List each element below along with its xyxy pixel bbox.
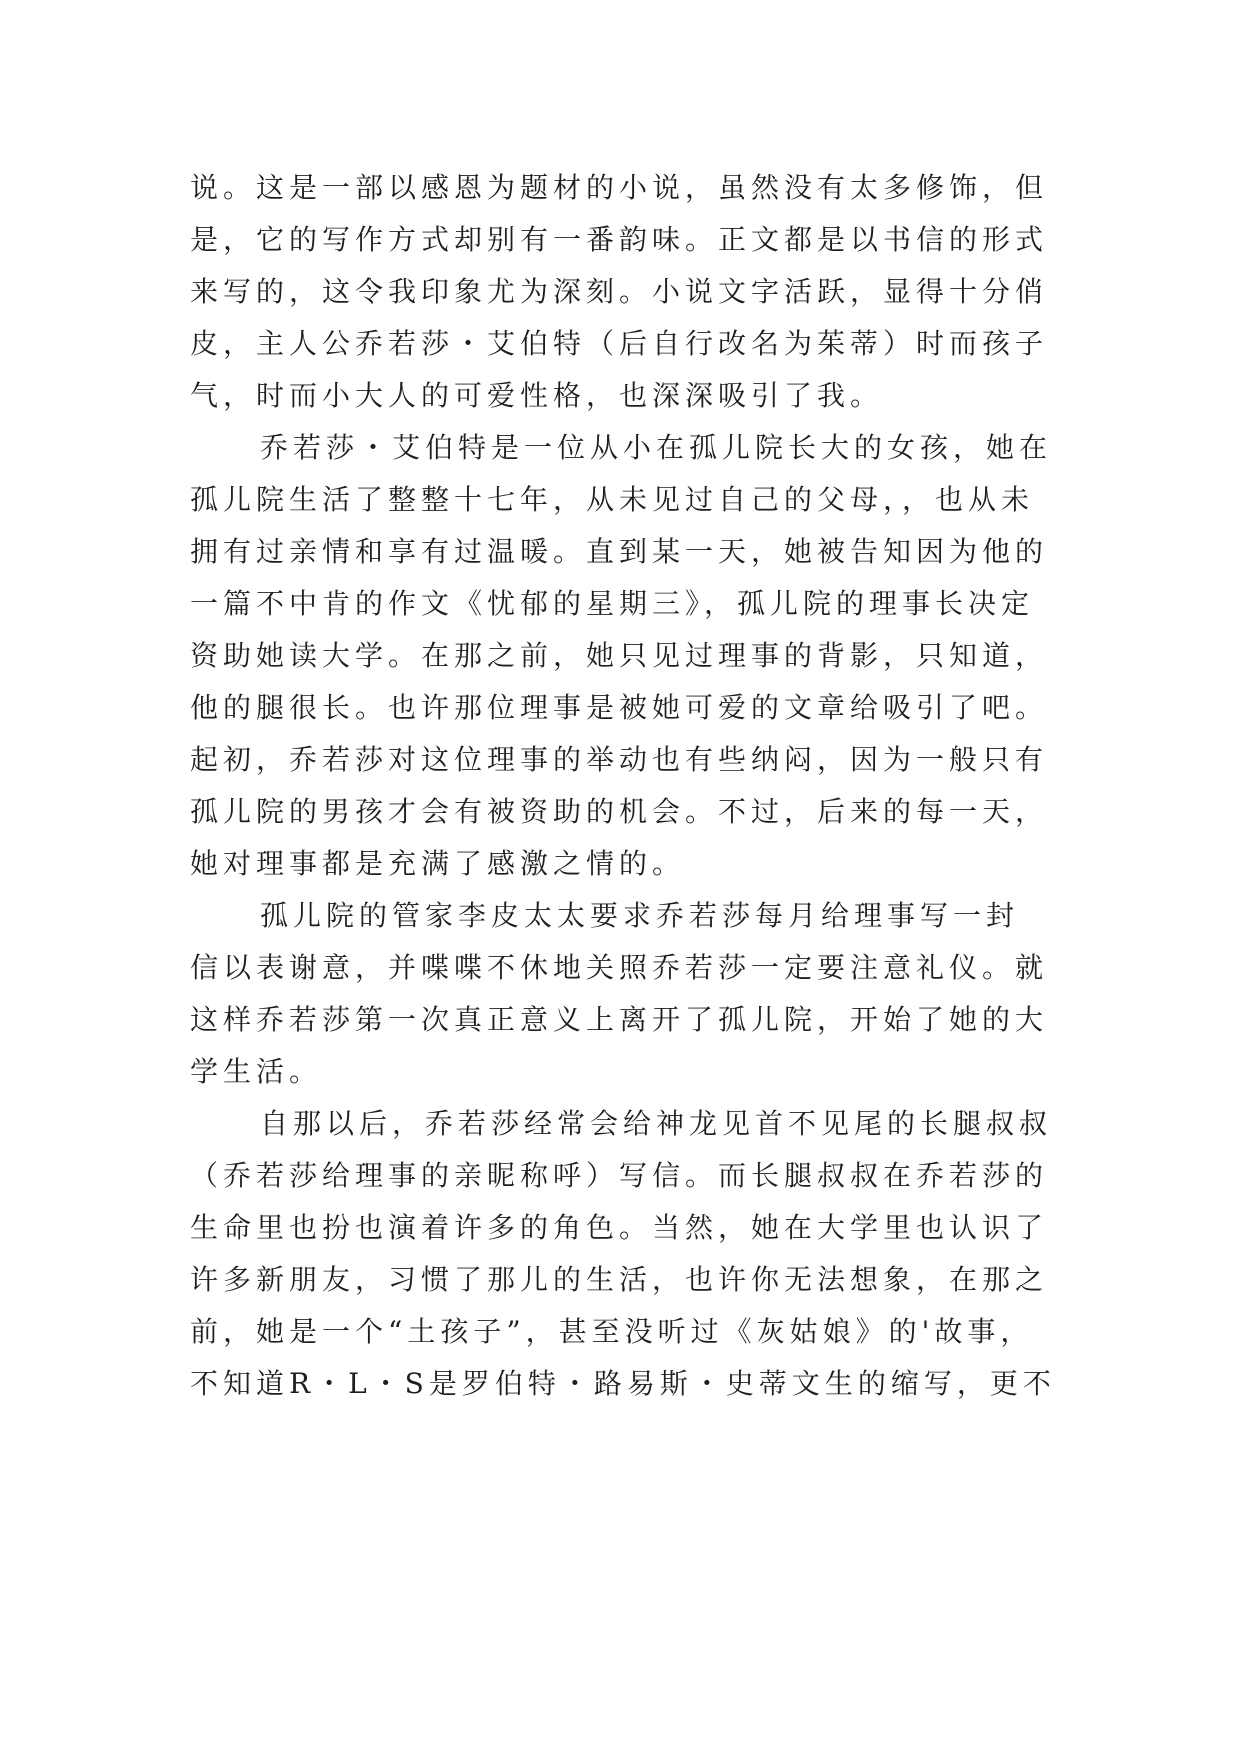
text-line: 信以表谢意，并喋喋不休地关照乔若莎一定要注意礼仪。就 xyxy=(190,951,1049,984)
text-line: 生命里也扮也演着许多的角色。当然，她在大学里也认识了 xyxy=(190,1211,1049,1244)
text-line: 孤儿院的男孩才会有被资助的机会。不过，后来的每一天， xyxy=(190,795,1049,828)
text-line: 她对理事都是充满了感激之情的。 xyxy=(190,847,686,880)
text-line: 这样乔若莎第一次真正意义上离开了孤儿院，开始了她的大 xyxy=(190,1003,1049,1036)
text-line: 孤儿院生活了整整十七年，从未见过自己的父母，，也从未 xyxy=(190,483,1035,516)
text-line: 起初，乔若莎对这位理事的举动也有些纳闷，因为一般只有 xyxy=(190,743,1049,776)
text-line: 不知道R・L・S是罗伯特・路易斯・史蒂文生的缩写，更不 xyxy=(190,1367,1056,1400)
text-line: 前，她是一个“土孩子”，甚至没听过《灰姑娘》的'故事， xyxy=(190,1315,1034,1348)
text-line: 学生活。 xyxy=(190,1055,323,1088)
paragraph-first-line: 乔若莎・艾伯特是一位从小在孤儿院长大的女孩，她在 xyxy=(260,431,1053,464)
text-line: 来写的，这令我印象尤为深刻。小说文字活跃，显得十分俏 xyxy=(190,275,1049,308)
text-line: 许多新朋友，习惯了那儿的生活，也许你无法想象，在那之 xyxy=(190,1263,1049,1296)
paragraph-first-line: 自那以后，乔若莎经常会给神龙见首不见尾的长腿叔叔 xyxy=(260,1107,1053,1140)
paragraph-first-line: 孤儿院的管家李皮太太要求乔若莎每月给理事写一封 xyxy=(260,899,1020,932)
text-line: 资助她读大学。在那之前，她只见过理事的背影，只知道， xyxy=(190,639,1049,672)
text-line: 皮，主人公乔若莎・艾伯特（后自行改名为茱蒂）时而孩子 xyxy=(190,327,1049,360)
text-line: （乔若莎给理事的亲昵称呼）写信。而长腿叔叔在乔若莎的 xyxy=(190,1159,1049,1192)
text-line: 说。这是一部以感恩为题材的小说，虽然没有太多修饰，但 xyxy=(190,171,1049,204)
text-line: 一篇不中肯的作文《忧郁的星期三》，孤儿院的理事长决定 xyxy=(190,587,1035,620)
body-text xyxy=(190,162,1070,1410)
text-line: 是，它的写作方式却别有一番韵味。正文都是以书信的形式 xyxy=(190,223,1049,256)
text-line: 气，时而小大人的可爱性格，也深深吸引了我。 xyxy=(190,379,884,412)
text-line: 他的腿很长。也许那位理事是被她可爱的文章给吸引了吧。 xyxy=(190,691,1049,724)
text-line: 拥有过亲情和享有过温暖。直到某一天，她被告知因为他的 xyxy=(190,535,1049,568)
